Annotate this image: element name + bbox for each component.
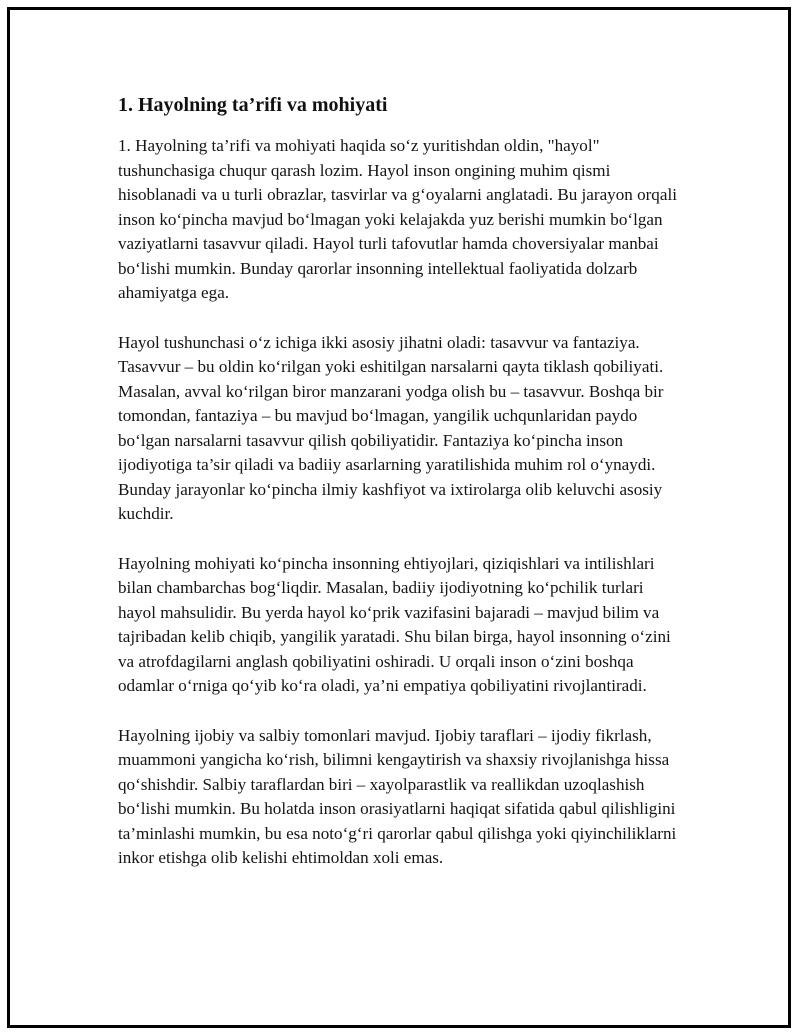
paragraph-4: Hayolning ijobiy va salbiy tomonlari mavjud. Ijobiy taraflari – ijodiy fikrlash, muammoni yangicha ko‘rish, bilimni kengaytirish va shaxsiy rivojlanishga hissa qo‘shishdir. Salbiy taraflardan biri – xayolparastlik va reallikdan uzoqlashish bo‘lishi mumkin. Bu holatda inson orasiyatlarni haqiqat sifatida qabul qilishligini ta’minlashi mumkin, bu esa noto‘g‘ri qarorlar qabul qilishga yoki qiyinchiliklarni inkor etishga olib kelishi ehtimoldan xoli emas.: [118, 725, 677, 867]
paragraph-3: Hayolning mohiyati ko‘pincha insonning ehtiyojlari, qiziqishlari va intilishlari bilan chambarchas bog‘liqdir. Masalan, badiiy ijodiyotning ko‘pchilik turlari hayol mahsulidir. Bu yerda hayol ko‘prik vazifasini bajaradi – mavjud bilim va tajribadan kelib chiqib, yangilik yaratadi. Shu bilan birga, hayol insonning o‘zini va atrofdagilarni anglash qobiliyatini oshiradi. U orqali inson o‘zini boshqa odamlar o‘rniga qo‘yib ko‘ra oladi, ya’ni empatiya qobiliyatini rivojlantiradi.: [118, 553, 671, 695]
paragraph-1: 1. Hayolning ta’rifi va mohiyati haqida so‘z yuritishdan oldin, "hayol" tushunchasiga chuqur qarash lozim. Hayol inson ongining muhim qismi hisoblanadi va u turli obrazlar, tasvirlar va g‘oyalarni anglatadi. Bu jarayon orqali inson ko‘pincha mavjud bo‘lmagan yoki kelajakda yuz berishi mumkin bo‘lgan vaziyatlarni tasavvur qiladi. Hayol turli tafovutlar hamda choversiyalar manbai bo‘lishi mumkin. Bunday qarorlar insonning intellektual faoliyatida dolzarb ahamiyatga ega.: [118, 136, 677, 302]
paragraph-2: Hayol tushunchasi o‘z ichiga ikki asosiy jihatni oladi: tasavvur va fantaziya. Tasavvur – bu oldin ko‘rilgan yoki eshitilgan narsalarni qayta tiklash qobiliyati. Masalan, avval ko‘rilgan biror manzarani yodga olish bu – tasavvur. Boshqa bir tomondan, fantaziya – bu mavjud bo‘lmagan, yangilik uchqunlaridan paydo bo‘lgan narsalarni tasavvur qilish qobiliyatidir. Fantaziya ko‘pincha inson ijodiyotiga ta’sir qiladi va badiiy asarlarning yaratilishida muhim rol o‘ynaydi. Bunday jarayonlar ko‘pincha ilmiy kashfiyot va ixtirolarga olib keluvchi asosiy kuchdir.: [118, 332, 664, 523]
document-body: [118, 92, 682, 896]
section-heading: 1. Hayolning ta’rifi va mohiyati: [118, 94, 388, 116]
